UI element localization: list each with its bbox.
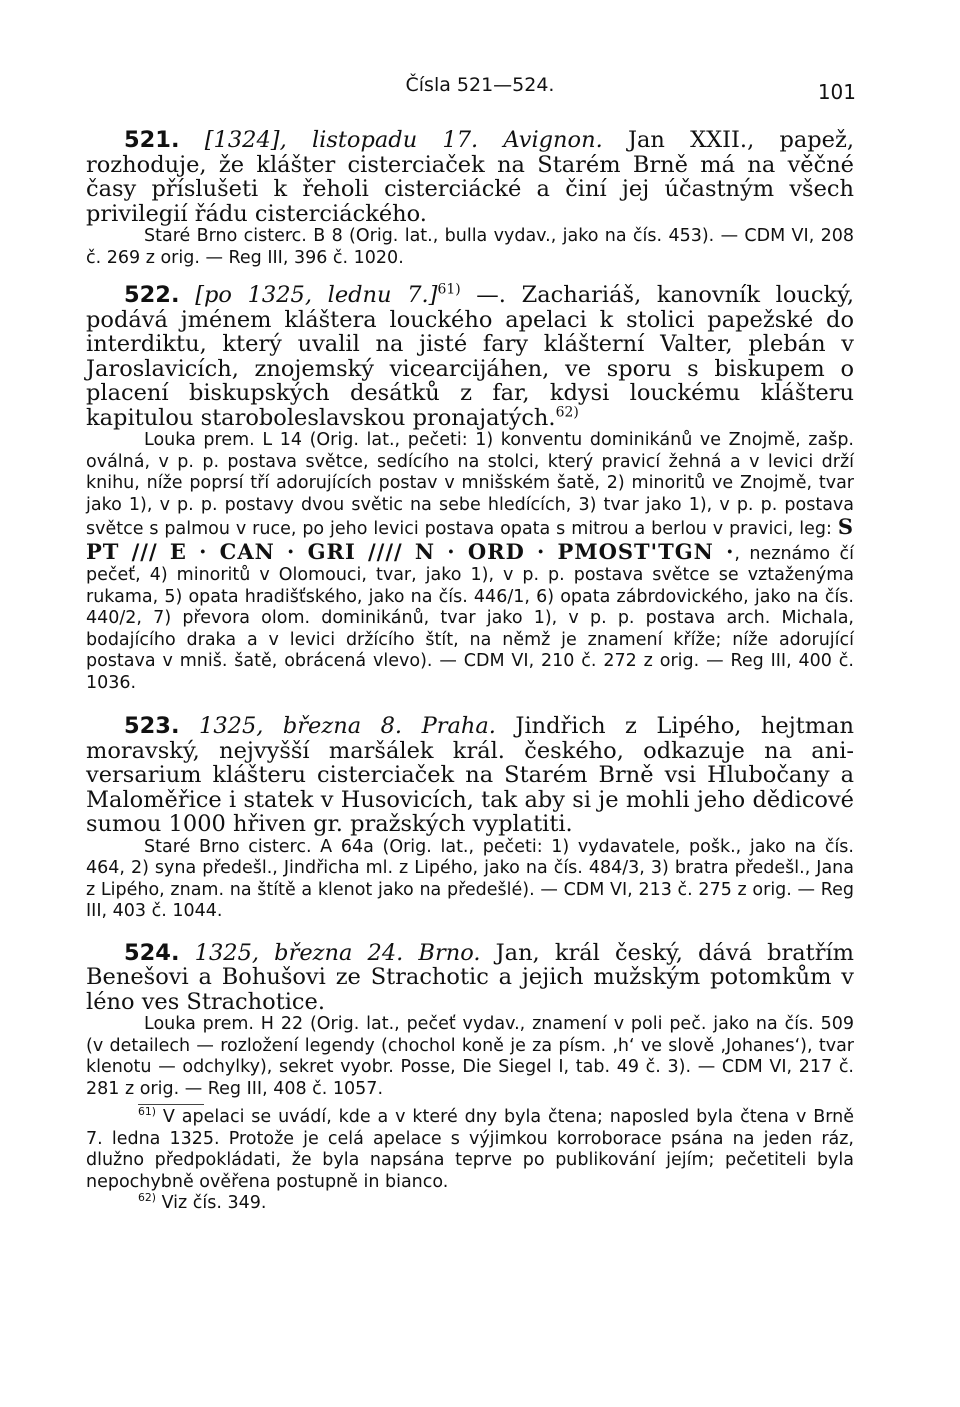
entry-text: Jan XXII., papež, rozhoduje, že klášter cisterciaček na Starém Brně má na věčné časy příslušeti k řeholi cisterciácké a činí jej účastným všech privilegií řádu cisterciáckého. (86, 127, 855, 227)
seal-legend: S PT /// E · CAN · GRI //// N · ORD · PMOST'TGN · (86, 514, 854, 564)
entry-date: 1325, března 24. Brno. (194, 939, 481, 966)
footnote-text: V apelaci se uvádí, kde a v které dny byla čtena; naposled byla čtena v Brně 7. ledna 1325. Protože je celá apelace s výjimkou korroborace psána na jeden ráz, dlužno předpokládati, že byla napsána teprve po publikování jejím; pečetiteli byla nepochybně ověřena postupně in bianco. (86, 1107, 854, 1192)
running-head (0, 70, 960, 104)
entry-number: 523. (124, 713, 180, 739)
entry-text: Jan, král český, dává bratřím Benešovi a Bohušovi ze Strachotic a jejich mužským potomkům v léno ves Strachotice. (86, 939, 854, 1015)
footnote-ref: 62) (555, 404, 579, 420)
entry-note: Staré Brno cisterc. A 64a (Orig. lat., pečeti: 1) vydavatele, pošk., jako na čís. 464, 2) syna předešl., Jindřicha ml. z Lipého, jako na čís. 484/3, 3) bratra předešl., Jana z Lipého, znam. na štítě a klenot jako na předešlé). — CDM VI, 213 č. 275 z orig. — Reg III, 403 č. 1044. (86, 836, 854, 921)
entry-date: [1324], listopadu 17. Avignon. (204, 127, 603, 153)
footnote-mark: 61) (138, 1105, 157, 1119)
entry-number: 522. (124, 282, 180, 308)
page-body (86, 128, 854, 1215)
entry-number: 524. (124, 939, 180, 966)
note-text: , neznámo čí pečeť, 4) minoritů v Olomouci, tvar, jako 1), v p. p. postava světce se vztaženýma rukama, 5) opata hradišťského, jako na čís. 446/1, 6) opata zábrdovického, jako na čís. 440/2, 7) převora olom. dominikánů, tvar jako 1), v p. p. postava arch. Michala, bodajícího draka a v levici držícího štít, na němž je znamení kříže; níže adorující postava v mniš. šatě, obrácená vlevo). — CDM VI, 210 č. 272 z orig. — Reg III, 400 č. 1036. (86, 543, 854, 693)
entry-date: 1325, března 8. Praha. (199, 713, 496, 739)
entry-524 (86, 941, 854, 1015)
note-text: Louka prem. L 14 (Orig. lat., pečeti: 1) konventu dominikánů ve Znojmě, zašp. oválná, v p. p. postava světce, sedícího na stolci, který pravicí žehná a v levici drží knihu, níže poprsí tří adorujících postav v mnišském šatě, 2) minoritů ve Znojmě, tvar jako 1), v p. p. postavy dvou světic na sebe hledících, 3) tvar jako 1), v p. p. postava světce s palmou v ruce, po jeho levici postava opata s mitrou a berlou v pravici, leg: (86, 430, 854, 539)
entry-text: —. Zachariáš, kanovník loucký, podává jménem kláštera louckého apelaci k stolici papežské do interdiktu, který uvalil na jisté fary klášterní Valter, plebán v Jaroslavicích, znojemský vicearcijáhen, ve sporu s biskupem o placení biskupských desátků z far, kdysi louckému klášteru kapitulou staroboleslavskou pronajatých. (86, 282, 855, 431)
footnote-61 (86, 1107, 854, 1193)
entry-note (86, 430, 854, 694)
footnote-ref: 61) (437, 281, 461, 298)
footnote-62 (86, 1193, 854, 1215)
footnote-text: Viz čís. 349. (156, 1193, 267, 1213)
entry-date: [po 1325, lednu 7.] (195, 282, 438, 308)
footnote-mark: 62) (138, 1191, 157, 1205)
entry-text: Jindřich z Lipého, hejtman moravský, nejvyšší maršálek král. českého, odkazuje na aniversarium klášteru cisterciaček na Starém Brně vsi Hlubočany a Maloměřice i statek v Husovicích, tak aby si je mohli jeho dědicové sumou 1000 hřiven gr. pražských vyplatiti. (86, 713, 854, 837)
entry-521 (86, 128, 854, 226)
running-title: Čísla 521—524. (405, 74, 555, 96)
page-number: 101 (817, 80, 856, 104)
entry-note: Staré Brno cisterc. B 8 (Orig. lat., bulla vydav., jako na čís. 453). — CDM VI, 208 č. 269 z orig. — Reg III, 396 č. 1020. (86, 226, 854, 268)
entry-522 (86, 283, 854, 430)
entry-note: Louka prem. H 22 (Orig. lat., pečeť vydav., znamení v poli peč. jako na čís. 509 (v detailech — rozložení legendy (chochol koně je za písm. ‚h‘ ve slově ‚Johanes‘), tvar klenotu — odchylky), sekret vyobr. Posse, Die Siegel I, tab. 49 č. 3). — CDM VI, 217 č. 281 z orig. — Reg III, 408 č. 1057. (86, 1014, 854, 1099)
entry-523 (86, 714, 854, 837)
entry-number: 521. (124, 127, 180, 153)
